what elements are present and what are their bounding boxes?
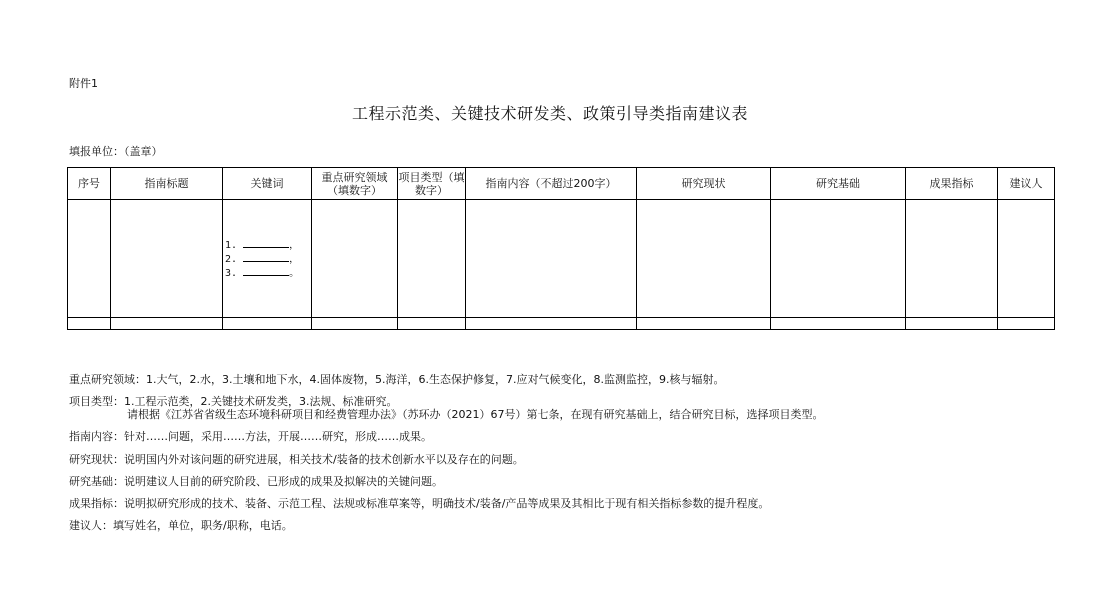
header-cell: 重点研究领域（填数字） (312, 168, 398, 200)
table-cell[interactable] (771, 318, 906, 330)
table-cell[interactable] (312, 200, 398, 318)
note-research-status: 研究现状：说明国内外对该问题的研究进展，相关技术/装备的技术创新水平以及存在的问题。 (69, 453, 524, 466)
note-guideline-content: 指南内容：针对……问题，采用……方法，开展……研究，形成……成果。 (69, 430, 432, 443)
table-cell[interactable] (111, 200, 223, 318)
note-project-type-detail: 请根据《江苏省省级生态环境科研项目和经费管理办法》（苏环办（2021）67号）第七条，在现有研究基础上，结合研究目标，选择项目类型。 (127, 408, 824, 421)
header-cell: 成果指标 (906, 168, 998, 200)
attachment-label: 附件1 (69, 77, 98, 90)
filling-unit-label: 填报单位：（盖章） (69, 145, 163, 158)
table-cell[interactable] (111, 318, 223, 330)
keyword-cell[interactable] (223, 200, 312, 318)
guideline-table (67, 167, 1055, 330)
note-research-basis: 研究基础：说明建议人目前的研究阶段、已形成的成果及拟解决的关键问题。 (69, 475, 443, 488)
header-cell: 指南标题 (111, 168, 223, 200)
table-cell[interactable] (466, 200, 637, 318)
table-cell[interactable] (998, 318, 1055, 330)
table-cell[interactable] (398, 318, 466, 330)
header-cell: 关键词 (223, 168, 312, 200)
keyword-line: 3. 。 (225, 267, 300, 279)
table-row (68, 200, 1055, 318)
note-research-field: 重点研究领域：1.大气，2.水，3.土壤和地下水，4.固体废物，5.海洋，6.生态保护修复，7.应对气候变化，8.监测监控，9.核与辐射。 (69, 373, 725, 386)
header-cell: 项目类型（填数字） (398, 168, 466, 200)
keyword-line: 1. ， (225, 239, 300, 251)
table-cell[interactable] (637, 200, 771, 318)
note-proposer: 建议人：填写姓名，单位，职务/职称，电话。 (69, 519, 293, 532)
table-cell[interactable] (68, 318, 111, 330)
header-cell: 指南内容（不超过200字） (466, 168, 637, 200)
table-cell[interactable] (771, 200, 906, 318)
page-title: 工程示范类、关键技术研发类、政策引导类指南建议表 (351, 104, 748, 123)
table-cell[interactable] (223, 318, 312, 330)
header-cell: 建议人 (998, 168, 1055, 200)
table-cell[interactable] (906, 318, 998, 330)
table-row (68, 318, 1055, 330)
table-cell[interactable] (466, 318, 637, 330)
table-cell[interactable] (312, 318, 398, 330)
table-cell[interactable] (998, 200, 1055, 318)
keyword-line: 2. ， (225, 253, 300, 265)
table-header-row (68, 168, 1055, 200)
keyword-blank[interactable] (243, 252, 289, 262)
table-cell[interactable] (68, 200, 111, 318)
header-cell: 研究基础 (771, 168, 906, 200)
keyword-blank[interactable] (243, 238, 289, 248)
table-cell[interactable] (906, 200, 998, 318)
table-cell[interactable] (637, 318, 771, 330)
header-cell: 研究现状 (637, 168, 771, 200)
note-project-type: 项目类型：1.工程示范类，2.关键技术研发类，3.法规、标准研究。 (69, 395, 398, 408)
table-cell[interactable] (398, 200, 466, 318)
header-cell: 序号 (68, 168, 111, 200)
keyword-blank[interactable] (243, 266, 289, 276)
note-result-indicator: 成果指标：说明拟研究形成的技术、装备、示范工程、法规或标准草案等，明确技术/装备/产品等成果及其相比于现有相关指标参数的提升程度。 (69, 497, 770, 510)
